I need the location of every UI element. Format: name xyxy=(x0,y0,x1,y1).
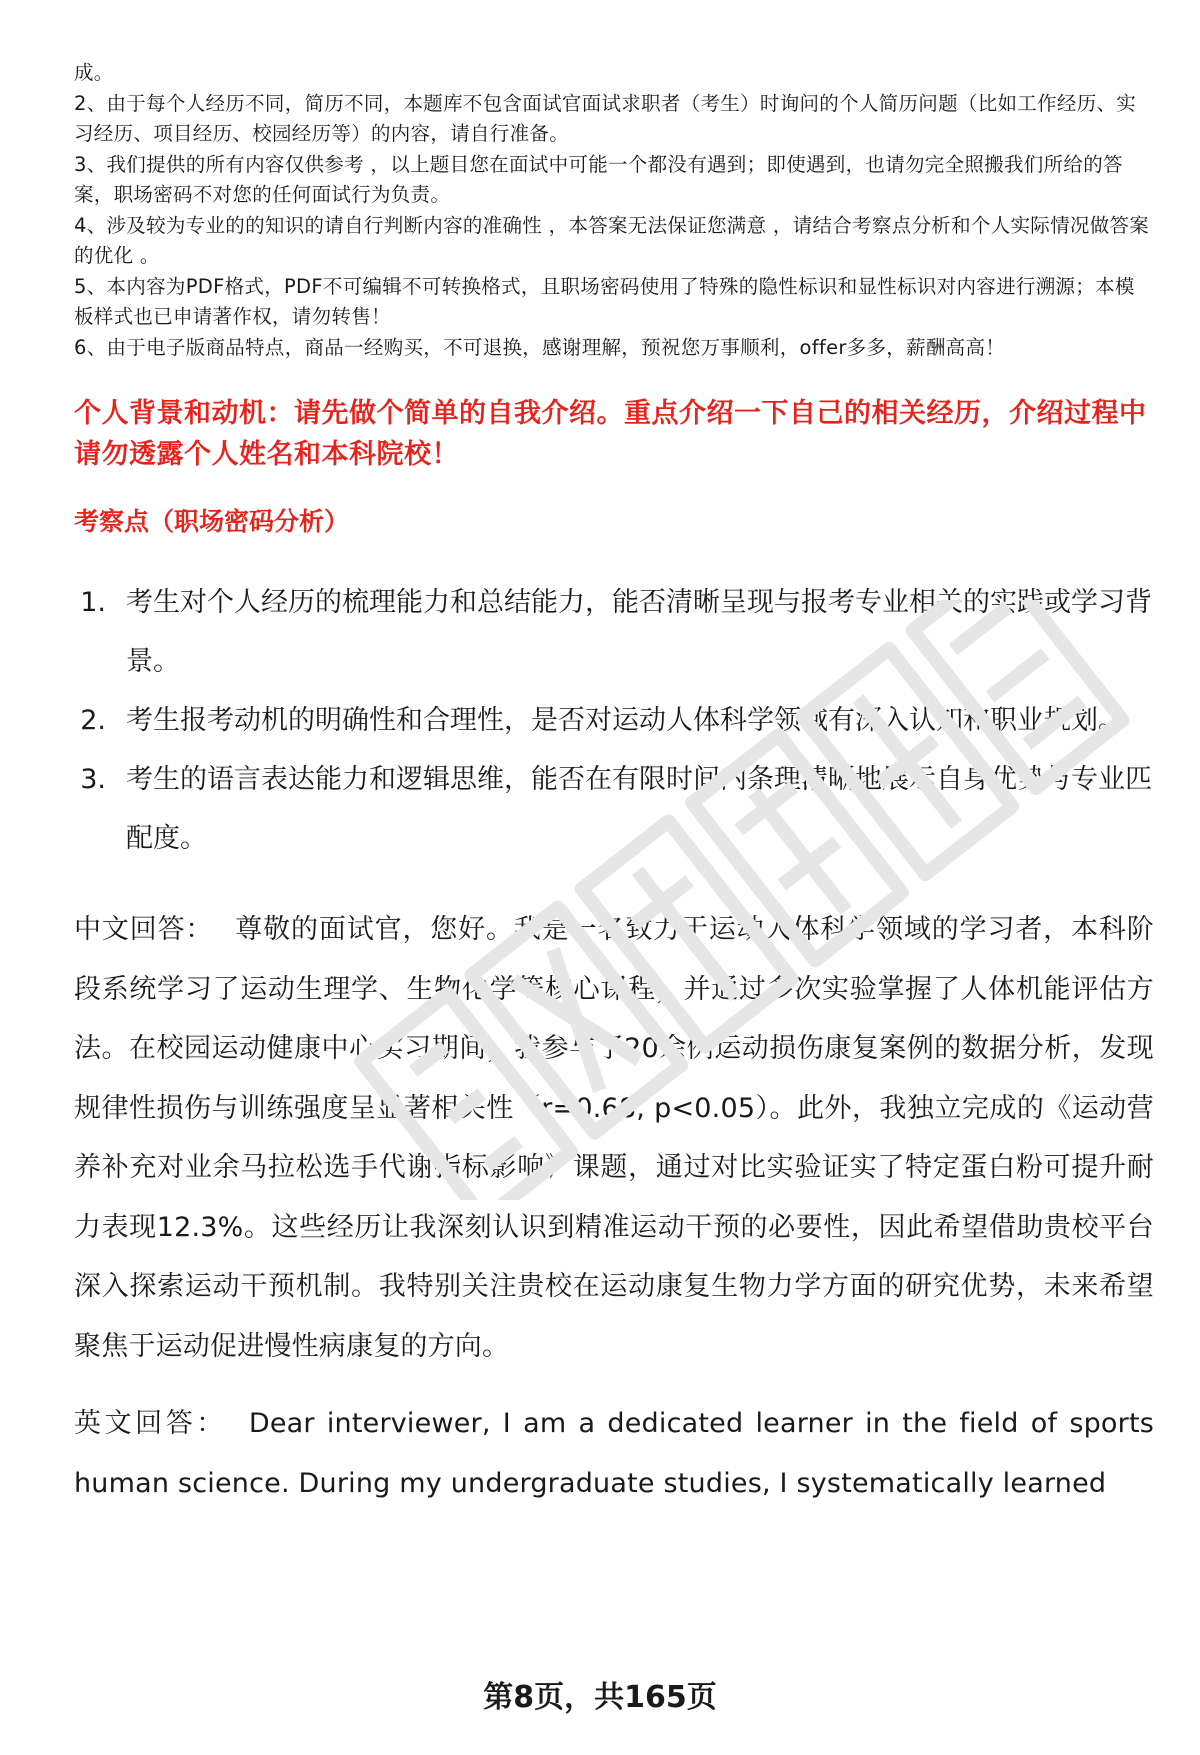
page-number: 第8页，共165页 xyxy=(483,1680,717,1715)
analysis-point-number: 3. xyxy=(80,764,106,795)
notice-item: 4、涉及较为专业的的知识的请自行判断内容的准确性 ，本答案无法保证您满意 ，请结合考察点分析和个人实际情况做答案的优化 。 xyxy=(74,213,1150,267)
analysis-point-text: 考生报考动机的明确性和合理性，是否对运动人体科学领域有深入认知和职业规划。 xyxy=(126,705,1125,736)
notice-item: 5、本内容为PDF格式，PDF不可编辑不可转换格式，且职场密码使用了特殊的隐性标识和显性标识对内容进行溯源；本模板样式也已申请著作权，请勿转售！ xyxy=(74,274,1135,328)
analysis-point-number: 2. xyxy=(80,705,106,736)
analysis-point xyxy=(74,691,1154,750)
chinese-answer-text: 尊敬的面试官，您好。我是一名致力于运动人体科学领域的学习者，本科阶段系统学习了运动生理学、生物化学等核心课程，并通过多次实验掌握了人体机能评估方法。在校园运动健康中心实习期间，我参与了20余例运动损伤康复案例的数据分析，发现规律性损伤与训练强度呈显著相关性（r=0.68, p<0.05）。此外，我独立完成的《运动营养补充对业余马拉松选手代谢指标影响》课题，通过对比实验证实了特定蛋白粉可提升耐力表现12.3%。这些经历让我深刻认识到精准运动干预的必要性，因此希望借助贵校平台深入探索运动干预机制。我特别关注贵校在运动康复生物力学方面的研究优势，未来希望聚焦于运动促进慢性病康复的方向。 xyxy=(74,914,1154,1362)
english-answer-text: Dear interviewer, I am a dedicated learner in the field of sports human science. During my undergraduate studies, I systematically learned xyxy=(74,1408,1154,1499)
interview-question: 个人背景和动机：请先做个简单的自我介绍。重点介绍一下自己的相关经历，介绍过程中请勿透露个人姓名和本科院校！ xyxy=(74,398,1147,470)
notice-item: 2、由于每个人经历不同，简历不同，本题库不包含面试官面试求职者（考生）时询问的个人简历问题（比如工作经历、实习经历、项目经历、校园经历等）的内容，请自行准备。 xyxy=(74,91,1137,145)
english-answer xyxy=(74,1394,1154,1513)
english-answer-label: 英文回答： xyxy=(74,1408,227,1439)
analysis-point xyxy=(74,573,1154,691)
analysis-title: 考察点（职场密码分析） xyxy=(74,507,350,536)
chinese-answer-label: 中文回答： xyxy=(74,914,214,945)
analysis-point-text: 考生的语言表达能力和逻辑思维，能否在有限时间内条理清晰地展示自身优势与专业匹配度。 xyxy=(126,764,1152,854)
analysis-point-number: 1. xyxy=(80,587,106,618)
notice-item: 成。 xyxy=(74,61,114,84)
analysis-point xyxy=(74,750,1154,868)
analysis-point-text: 考生对个人经历的梳理能力和总结能力，能否清晰呈现与报考专业相关的实践或学习背景。 xyxy=(126,587,1152,677)
chinese-answer xyxy=(74,900,1154,1376)
notice-item: 6、由于电子版商品特点，商品一经购买，不可退换，感谢理解，预祝您万事顺利，offer多多，薪酬高高！ xyxy=(74,335,1006,359)
document-page xyxy=(74,58,1154,1513)
notice-list xyxy=(74,58,1154,363)
notice-item: 3、我们提供的所有内容仅供参考 ，以上题目您在面试中可能一个都没有遇到；即使遇到，也请勿完全照搬我们所给的答案，职场密码不对您的任何面试行为负责。 xyxy=(74,152,1123,206)
analysis-points xyxy=(74,573,1154,868)
